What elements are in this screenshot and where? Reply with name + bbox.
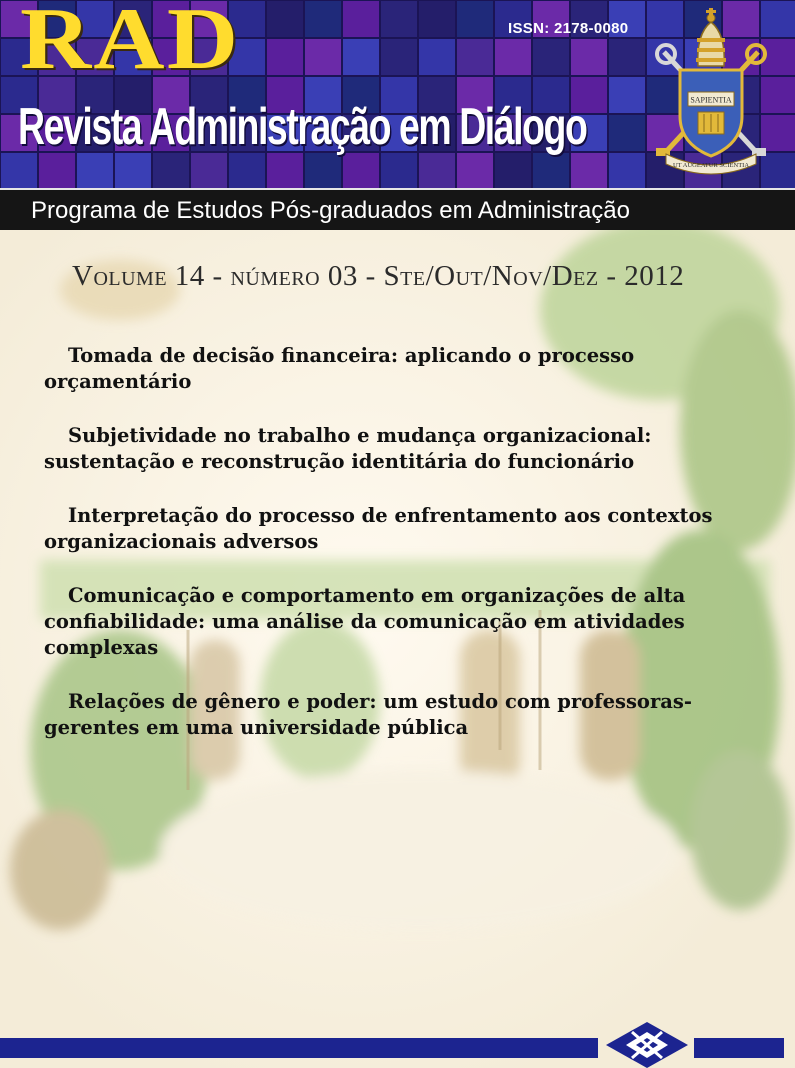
university-crest: [652, 4, 770, 176]
journal-title: Revista Administração em Diálogo: [18, 98, 587, 156]
issue-volume-line: Volume 14 - número 03 - Ste/Out/Nov/Dez - 2012: [72, 260, 685, 292]
article-title: Subjetividade no trabalho e mudança organizacional: sustentação e reconstrução identitária do funcionário: [44, 424, 652, 473]
header-banner: [0, 0, 795, 188]
tiara-icon: [696, 8, 726, 66]
mosaic-tile: [608, 38, 646, 76]
footer-bar-left: [0, 1038, 598, 1058]
article-title: Interpretação do processo de enfrentamento aos contextos organizacionais adversos: [44, 504, 713, 553]
diamond-logo-icon: [606, 1022, 688, 1068]
mosaic-tile: [266, 38, 304, 76]
mosaic-tile: [570, 38, 608, 76]
mosaic-tile: [304, 0, 342, 38]
issn-label: ISSN: 2178-0080: [508, 20, 629, 37]
journal-acronym: RAD: [20, 0, 241, 88]
mosaic-tile: [304, 38, 342, 76]
mosaic-tile: [380, 38, 418, 76]
article-title: Comunicação e comportamento em organizações de alta confiabilidade: uma análise da comunicação em atividades complexas: [44, 584, 686, 659]
mosaic-tile: [380, 0, 418, 38]
mosaic-tile: [608, 152, 646, 188]
article-list: [44, 343, 774, 769]
article-title: Relações de gênero e poder: um estudo com professoras-gerentes em uma universidade pública: [44, 690, 692, 739]
program-label: Programa de Estudos Pós-graduados em Administração: [31, 197, 630, 224]
mosaic-tile: [532, 38, 570, 76]
crest-scroll-text: UT AUGEATUR SCIENTIA: [672, 162, 750, 169]
mosaic-tile: [266, 0, 304, 38]
crest-motto: SAPIENTIA: [690, 95, 732, 105]
mosaic-tile: [342, 38, 380, 76]
footer-bar-right: [694, 1038, 784, 1058]
mosaic-tile: [608, 76, 646, 114]
article-title: Tomada de decisão financeira: aplicando o processo orçamentário: [44, 344, 635, 393]
mosaic-tile: [494, 38, 532, 76]
program-strip: [0, 188, 795, 230]
mosaic-tile: [608, 114, 646, 152]
mosaic-tile: [418, 38, 456, 76]
mosaic-tile: [342, 0, 380, 38]
mosaic-tile: [456, 38, 494, 76]
shield-icon: [680, 70, 742, 156]
mosaic-tile: [418, 0, 456, 38]
mosaic-tile: [456, 0, 494, 38]
